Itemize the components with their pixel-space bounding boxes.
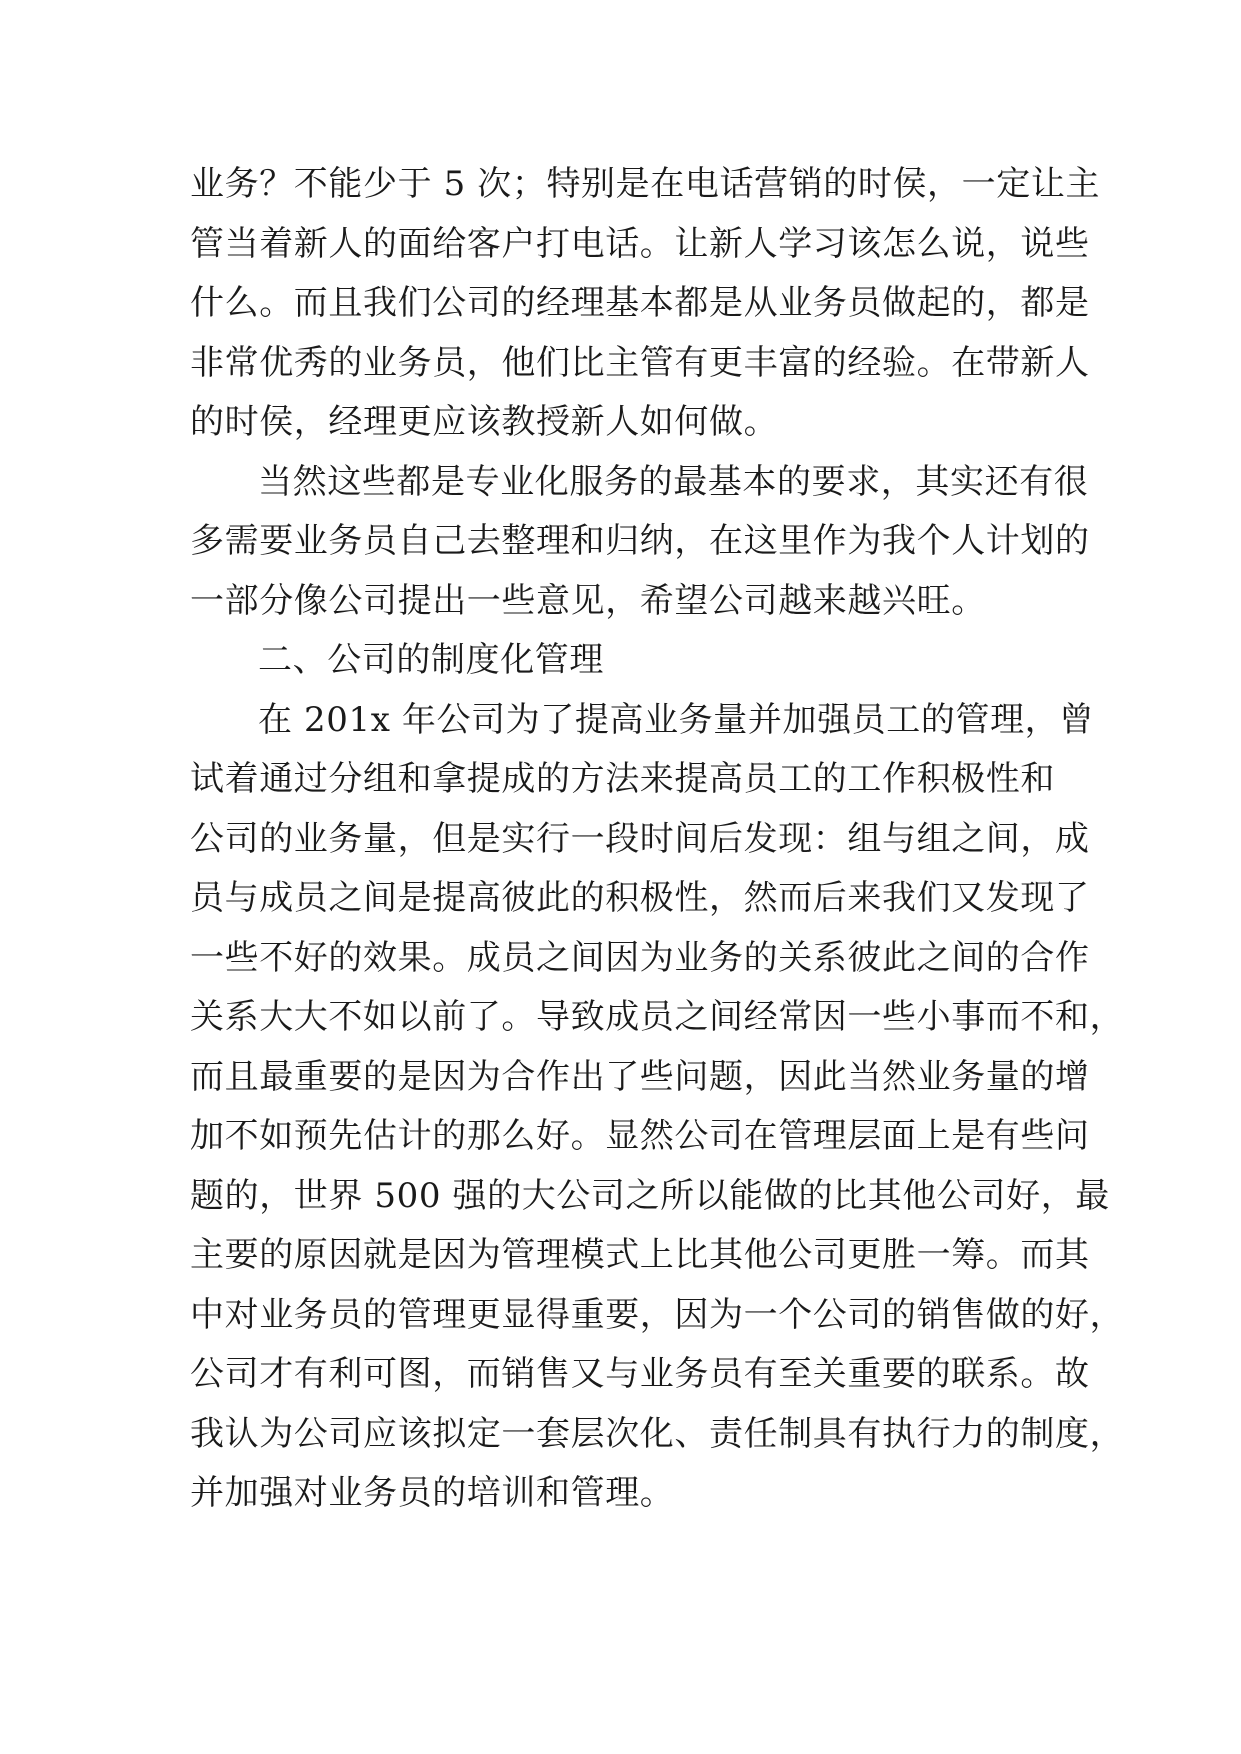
text-line: 试着通过分组和拿提成的方法来提高员工的工作积极性和 xyxy=(190,759,1055,799)
text-line: 多需要业务员自己去整理和归纳，在这里作为我个人计划的 xyxy=(190,521,1090,561)
text-line: 公司才有利可图，而销售又与业务员有至关重要的联系。故 xyxy=(190,1354,1090,1394)
paragraph-first-line: 在 201x 年公司为了提高业务量并加强员工的管理，曾 xyxy=(258,699,1094,740)
text-line: 并加强对业务员的培训和管理。 xyxy=(190,1473,675,1513)
section-heading: 二、公司的制度化管理 xyxy=(258,640,604,680)
text-line: 主要的原因就是因为管理模式上比其他公司更胜一筹。而其 xyxy=(190,1235,1090,1275)
text-line: 业务？不能少于 5 次；特别是在电话营销的时侯，一定让主 xyxy=(190,164,1101,204)
paragraph-first-line: 当然这些都是专业化服务的最基本的要求，其实还有很 xyxy=(258,461,1089,502)
text-line: 什么。而且我们公司的经理基本都是从业务员做起的，都是 xyxy=(190,283,1090,323)
text-line: 公司的业务量，但是实行一段时间后发现：组与组之间，成 xyxy=(190,818,1090,859)
body-text xyxy=(190,155,1125,1524)
text-line: 非常优秀的业务员，他们比主管有更丰富的经验。在带新人 xyxy=(190,342,1090,383)
text-line: 的时侯，经理更应该教授新人如何做。 xyxy=(190,402,779,442)
text-line: 而且最重要的是因为合作出了些问题，因此当然业务量的增 xyxy=(190,1056,1090,1097)
text-line: 管当着新人的面给客户打电话。让新人学习该怎么说，说些 xyxy=(190,223,1090,264)
text-line: 一些不好的效果。成员之间因为业务的关系彼此之间的合作 xyxy=(190,937,1090,978)
text-line: 中对业务员的管理更显得重要，因为一个公司的销售做的好， xyxy=(190,1294,1125,1335)
text-line: 我认为公司应该拟定一套层次化、责任制具有执行力的制度， xyxy=(190,1413,1125,1454)
text-line: 加不如预先估计的那么好。显然公司在管理层面上是有些问 xyxy=(190,1116,1090,1156)
text-line: 关系大大不如以前了。导致成员之间经常因一些小事而不和， xyxy=(190,997,1125,1037)
text-line: 一部分像公司提出一些意见，希望公司越来越兴旺。 xyxy=(190,580,986,621)
text-line: 员与成员之间是提高彼此的积极性，然而后来我们又发现了 xyxy=(190,878,1090,918)
text-line: 题的，世界 500 强的大公司之所以能做的比其他公司好，最 xyxy=(190,1175,1110,1216)
